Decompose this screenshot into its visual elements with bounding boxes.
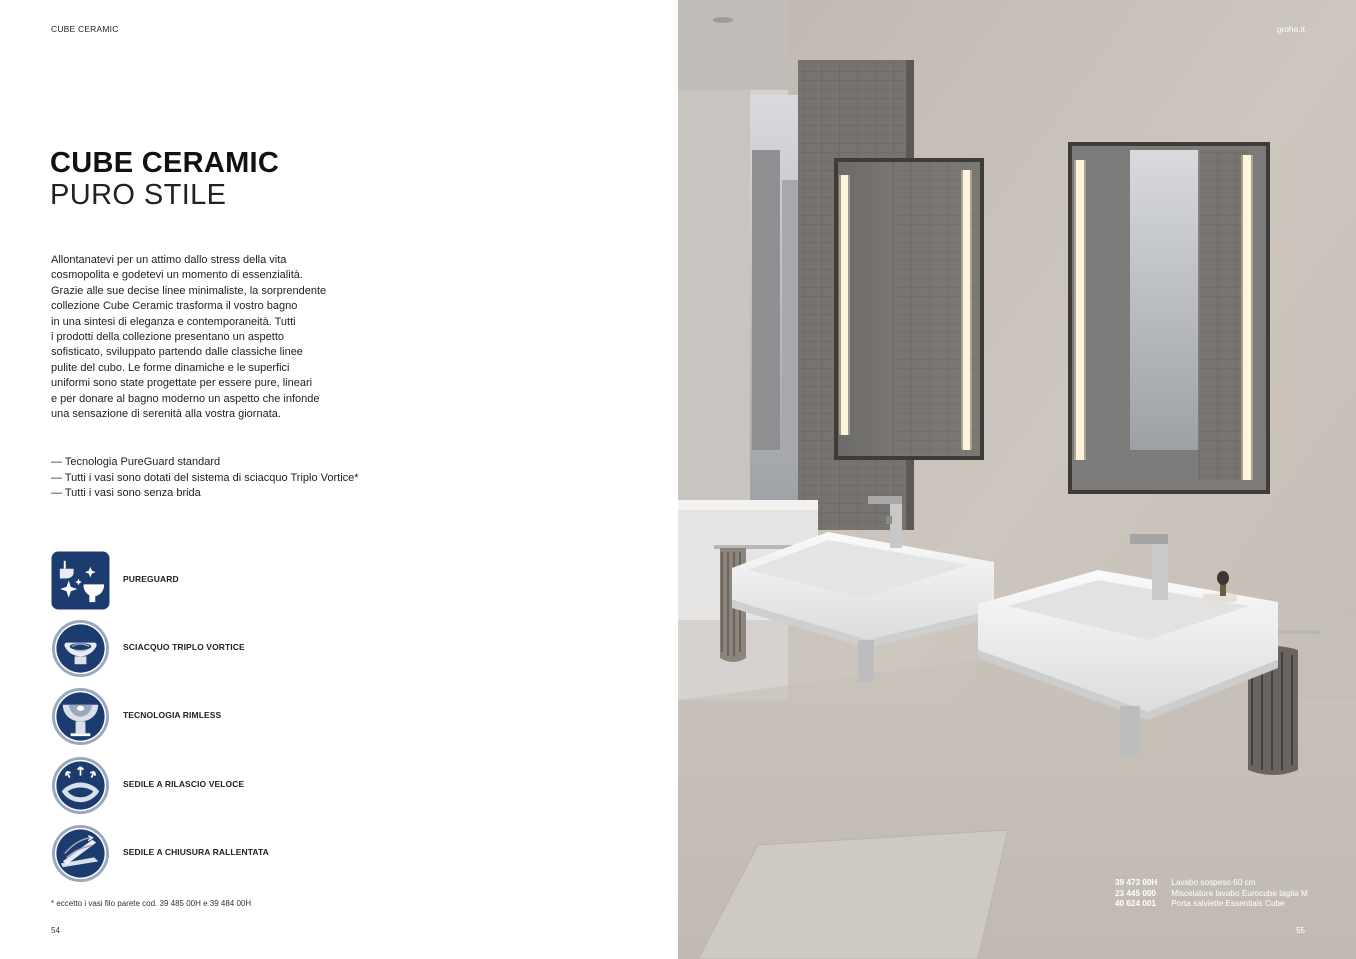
intro-line: i prodotti della collezione presentano un aspetto (51, 331, 284, 344)
quick-release-seat-icon (51, 756, 110, 815)
feature-triple-vortex (51, 619, 451, 679)
feature-label: SCIACQUO TRIPLO VORTICE (123, 642, 245, 652)
intro-line: e per donare al bagno moderno un aspetto che infonde (51, 392, 320, 405)
bullet-item: — Tecnologia PureGuard standard (51, 456, 221, 468)
product-description: Miscelatore lavabo Eurocube taglia M (1171, 888, 1308, 898)
product-row (1115, 899, 1308, 910)
product-row (1115, 889, 1308, 900)
rimless-icon (51, 687, 110, 746)
product-code: 39 473 00H (1115, 878, 1158, 887)
feature-quick-release-seat (51, 756, 451, 816)
feature-bullets (51, 455, 359, 502)
feature-rimless (51, 687, 451, 747)
product-list (1115, 878, 1308, 910)
intro-line: Grazie alle sue decise linee minimaliste, la sorprendente (51, 284, 327, 297)
product-code: 40 624 001 (1115, 899, 1156, 908)
intro-line: pulite del cubo. Le forme dinamiche e le superfici (51, 361, 290, 374)
pureguard-icon (51, 551, 110, 610)
intro-paragraph (51, 253, 351, 422)
intro-line: Allontanatevi per un attimo dallo stress della vita (51, 254, 287, 266)
feature-label: SEDILE A CHIUSURA RALLENTATA (123, 847, 269, 857)
bullet-item: — Tutti i vasi sono dotati del sistema di sciacquo Triplo Vortice* (51, 471, 359, 484)
feature-label: PUREGUARD (123, 574, 179, 584)
intro-line: cosmopolita e godetevi un momento di essenzialità. (51, 269, 303, 282)
product-description: Lavabo sospeso 60 cm (1171, 878, 1256, 887)
product-description: Porta salviette Essentials Cube (1171, 899, 1285, 908)
running-header: CUBE CERAMIC (51, 24, 119, 34)
intro-line: una sensazione di serenità alla vostra giornata. (51, 408, 281, 421)
page-number-right: 55 (1296, 926, 1305, 935)
feature-pureguard (51, 551, 451, 611)
footnote: * eccetto i vasi filo parete cod. 39 485 00H e 39 484 00H (51, 899, 252, 908)
intro-line: in una sintesi di eleganza e contemporaneità. Tutti (51, 315, 296, 328)
triple-vortex-icon (51, 619, 110, 678)
feature-soft-close-seat (51, 824, 451, 884)
page-subtitle: PURO STILE (50, 179, 227, 211)
product-row (1115, 878, 1308, 889)
site-url: grohe.it (1276, 24, 1305, 34)
title-block (50, 146, 279, 210)
page-number-left: 54 (51, 926, 60, 935)
right-page (678, 0, 1356, 959)
bullet-item: — Tutti i vasi sono senza brida (51, 487, 201, 499)
page-title: CUBE CERAMIC (50, 147, 280, 179)
feature-label: SEDILE A RILASCIO VELOCE (123, 779, 245, 789)
intro-line: collezione Cube Ceramic trasforma il vostro bagno (51, 300, 298, 313)
intro-line: uniformi sono state progettate per essere pure, lineari (51, 377, 313, 390)
soft-close-seat-icon (51, 824, 110, 883)
product-code: 23 445 000 (1115, 888, 1156, 898)
intro-line: sofisticato, sviluppato partendo dalle classiche linee (51, 346, 303, 359)
bathroom-photo (678, 0, 1356, 959)
feature-label: TECNOLOGIA RIMLESS (123, 710, 222, 720)
